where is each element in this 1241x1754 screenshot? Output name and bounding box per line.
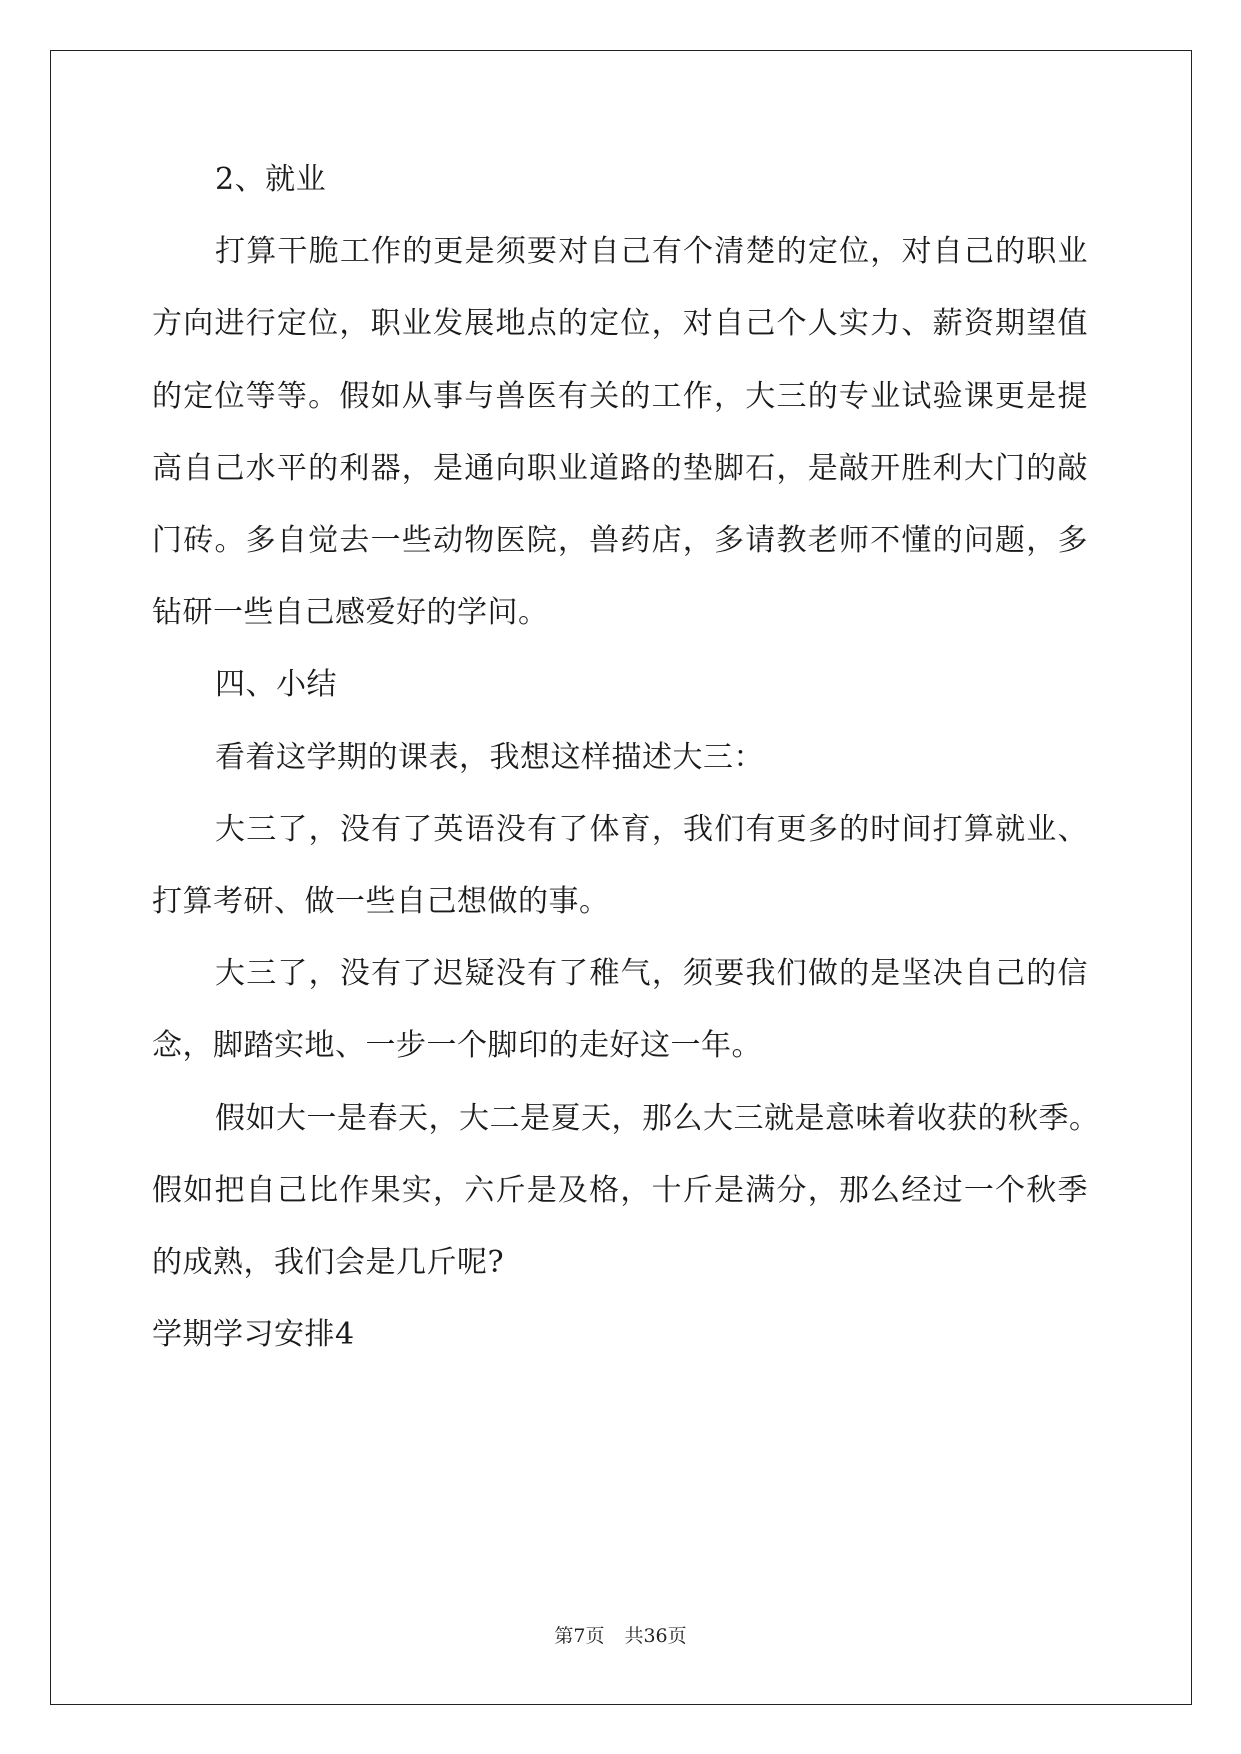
paragraph-line: 方向进行定位，职业发展地点的定位，对自己个人实力、薪资期望值	[152, 306, 1088, 341]
paragraph-line: 的成熟，我们会是几斤呢?	[152, 1245, 505, 1280]
paragraph-line: 钻研一些自己感爱好的学问。	[152, 595, 549, 630]
paragraph-line: 高自己水平的利器，是通向职业道路的垫脚石，是敲开胜利大门的敲	[152, 451, 1088, 486]
page-total: 共36页	[624, 1625, 687, 1647]
paragraph-line: 大三了，没有了英语没有了体育，我们有更多的时间打算就业、	[215, 812, 1088, 847]
paragraph-line: 假如大一是春天，大二是夏天，那么大三就是意味着收获的秋季。	[215, 1101, 1100, 1136]
paragraph-line: 打算干脆工作的更是须要对自己有个清楚的定位，对自己的职业	[215, 234, 1088, 269]
paragraph-line: 念，脚踏实地、一步一个脚印的走好这一年。	[152, 1028, 762, 1063]
paragraph-line: 假如把自己比作果实，六斤是及格，十斤是满分，那么经过一个秋季	[152, 1173, 1088, 1208]
paragraph-line: 看着这学期的课表，我想这样描述大三：	[215, 740, 764, 775]
paragraph-line: 大三了，没有了迟疑没有了稚气，须要我们做的是坚决自己的信	[215, 956, 1088, 991]
paragraph-line: 的定位等等。假如从事与兽医有关的工作，大三的专业试验课更是提	[152, 379, 1088, 414]
paragraph-line: 门砖。多自觉去一些动物医院，兽药店，多请教老师不懂的问题，多	[152, 523, 1088, 558]
subsection-heading-summary: 四、小结	[215, 667, 337, 702]
page-border	[50, 50, 1192, 1705]
section-heading: 学期学习安排4	[152, 1317, 355, 1352]
paragraph-line: 打算考研、做一些自己想做的事。	[152, 884, 610, 919]
subsection-heading-employment: 2、就业	[215, 162, 327, 197]
page-footer	[0, 1624, 1241, 1648]
page-number: 第7页	[554, 1625, 605, 1647]
